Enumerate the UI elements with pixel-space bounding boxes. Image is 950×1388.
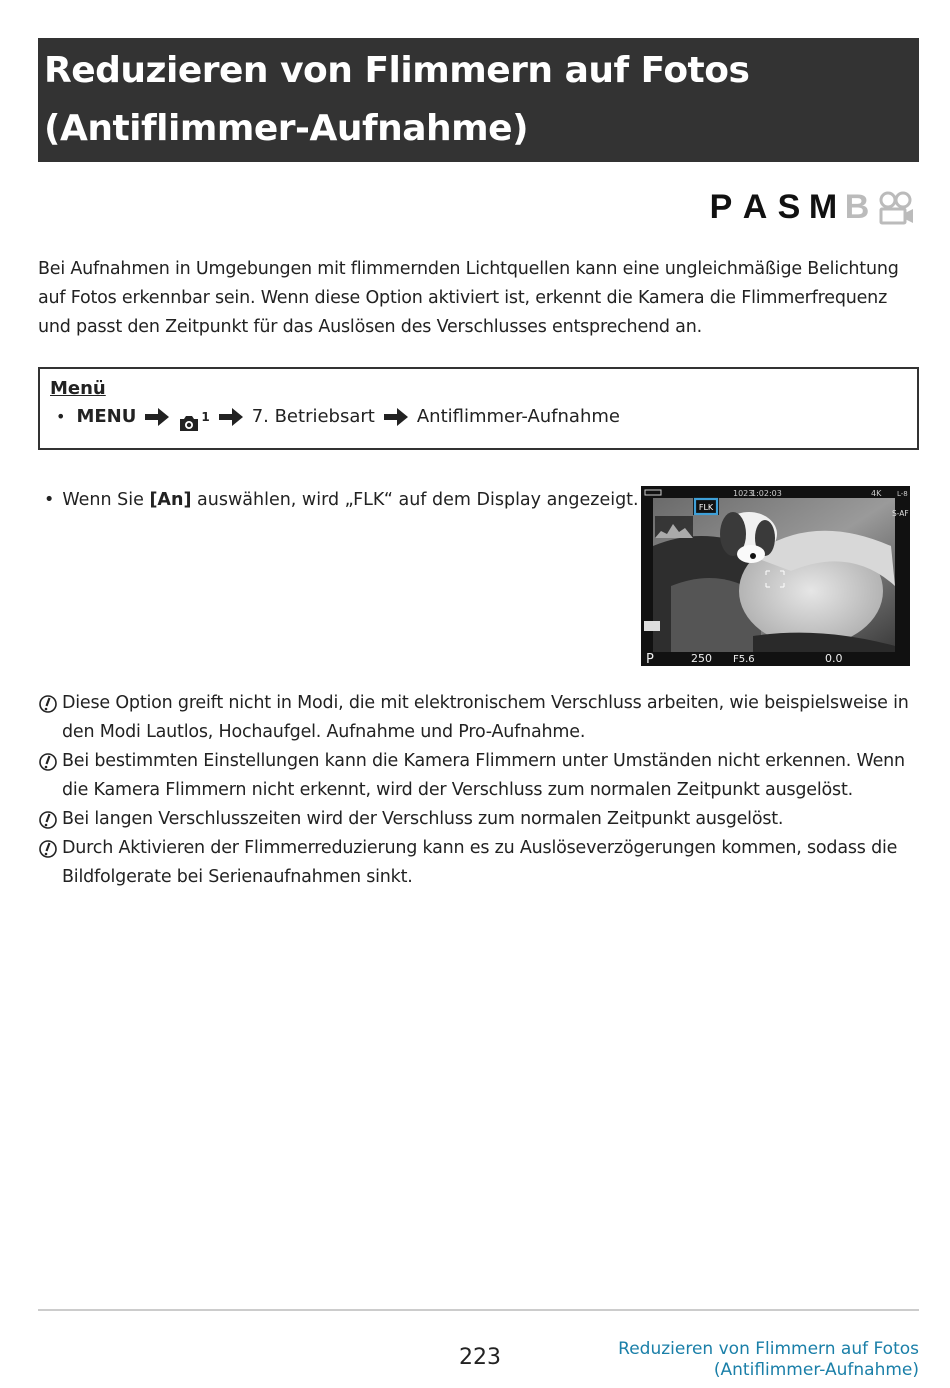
mode-a: A [742,188,768,226]
bullet: • [44,490,55,510]
arrow-right-icon [384,408,408,426]
intro-paragraph: Bei Aufnahmen in Umgebungen mit flimmernden Lichtquellen kann eine ungleichmäßige Belichtung auf Fotos erkennbar sein. Wenn diese Option aktiviert ist, erkennt die Kamera die Flimmerfrequenz und passt den Zeitpunkt für das Auslösen des Verschlusses entsprechend an. [38,259,899,337]
caution-note [38,747,923,805]
caution-icon [38,839,58,859]
camera-display-image [641,486,910,666]
caution-note-text: Bei langen Verschlusszeiten wird der Verschluss zum normalen Zeitpunkt ausgelöst. [62,809,784,829]
caution-notes [38,689,923,892]
menu-heading: Menü [50,378,106,399]
menu-step-betriebsart: 7. Betriebsart [251,406,375,427]
menu-step-antiflimmer: Antiflimmer-Aufnahme [416,406,620,427]
flk-note-text: Wenn Sie [An] auswählen, wird „FLK“ auf dem Display angezeigt. [62,490,639,510]
shooting-modes [706,188,916,227]
caution-note-text: Diese Option greift nicht in Modi, die mit elektronischem Verschluss arbeiten, wie beispielsweise in den Modi Lautlos, Hochaufgel. Aufnahme und Pro-Aufnahme. [62,693,909,742]
mode-b: B [844,188,870,226]
caution-icon [38,810,58,830]
image-quality: L-8 [897,490,908,498]
mode-p: P [709,188,733,226]
menu-bullet: • [56,407,66,426]
page-title-bar [38,38,919,162]
option-an: [An] [149,490,192,510]
shooting-mode: P [646,652,654,666]
page-title-line-1: Reduzieren von Flimmern auf Fotos [44,50,750,91]
page-title [44,42,913,158]
flk-indicator: FLK [698,503,714,512]
flk-bullet-note [44,486,639,514]
arrow-right-icon [219,408,243,426]
page-title-line-2: (Antiflimmer-Aufnahme) [44,108,529,149]
caution-note [38,834,923,892]
arrow-right-icon [145,408,169,426]
caution-icon [38,694,58,714]
movie-camera-icon [876,190,916,226]
footer-divider [38,1309,919,1311]
caution-icon [38,752,58,772]
movie-resolution: 4K [871,489,882,498]
menu-label: MENU [76,406,137,427]
af-mode: S-AF [892,509,909,518]
aperture-value: F5.6 [733,654,755,665]
camera-tab-number: 1 [201,410,210,424]
menu-box [38,367,919,450]
page-number: 223 [459,1345,501,1370]
caution-note [38,689,923,747]
camera-tab-icon [178,402,209,432]
caution-note-text: Bei bestimmten Einstellungen kann die Kamera Flimmern unter Umständen nicht erkennen. Wenn die Kamera Flimmern nicht erkennt, wird der Verschluss zum normalen Zeitpunkt ausgelöst. [62,751,905,800]
caution-note-text: Durch Aktivieren der Flimmerreduzierung kann es zu Auslöseverzögerungen kommen, sodass die Bildfolgerate bei Serienaufnahmen sinkt. [62,838,898,887]
mode-s: S [777,188,801,226]
footer-section-link[interactable]: Reduzieren von Flimmern auf Fotos (Antiflimmer-Aufnahme) [618,1339,919,1380]
record-time: 1:02:03 [751,489,782,498]
shutter-speed: 250 [691,652,712,665]
menu-path [50,402,907,432]
shot-count: 1023 [733,489,754,498]
mode-m: M [808,188,838,226]
exposure-comp: 0.0 [825,652,843,665]
caution-note [38,805,923,834]
